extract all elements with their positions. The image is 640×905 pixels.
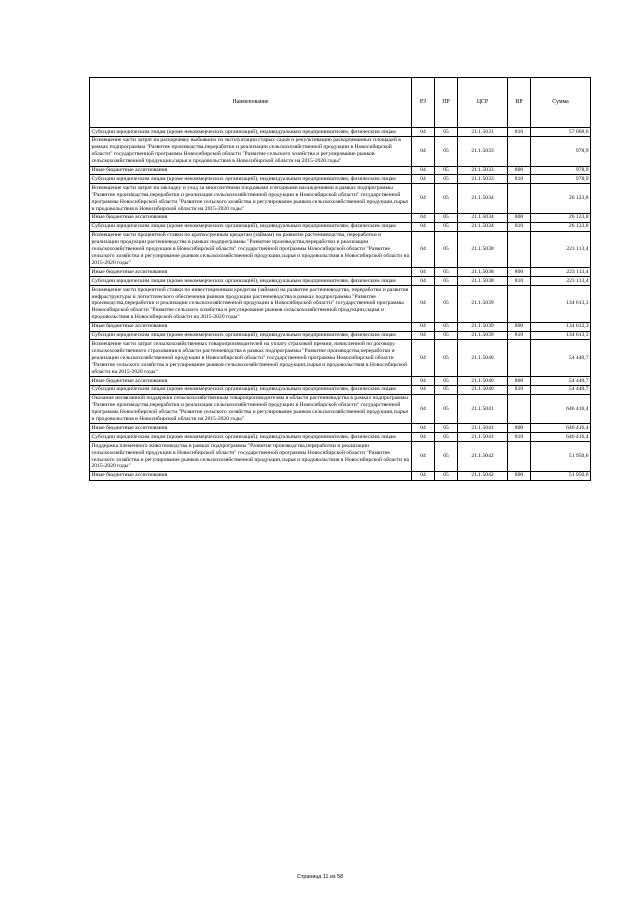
cell-rz: 04: [412, 340, 435, 377]
cell-vr: 810: [508, 331, 531, 340]
cell-csr: 21.1.5041: [458, 394, 508, 424]
cell-name: Иные бюджетные ассигнования: [90, 424, 412, 433]
cell-rz: 04: [412, 424, 435, 433]
cell-name: Иные бюджетные ассигнования: [90, 377, 412, 386]
cell-rz: 04: [412, 136, 435, 166]
cell-vr: 800: [508, 322, 531, 331]
cell-vr: [508, 442, 531, 472]
cell-pr: 05: [435, 471, 458, 480]
cell-rz: 04: [412, 213, 435, 222]
table-row: [90, 322, 591, 331]
cell-vr: 800: [508, 166, 531, 175]
cell-rz: 04: [412, 222, 435, 231]
cell-csr: 21.1.5038: [458, 277, 508, 286]
cell-name: Иные бюджетные ассигнования: [90, 471, 412, 480]
cell-pr: 05: [435, 322, 458, 331]
budget-table: [89, 77, 591, 481]
cell-name: Иные бюджетные ассигнования: [90, 213, 412, 222]
cell-sum: 134 613,3: [531, 286, 591, 323]
cell-csr: 21.1.5038: [458, 268, 508, 277]
cell-vr: [508, 136, 531, 166]
cell-vr: 800: [508, 424, 531, 433]
cell-csr: 21.1.5042: [458, 442, 508, 472]
cell-rz: 04: [412, 184, 435, 214]
cell-vr: 810: [508, 222, 531, 231]
header-sum: Сумма: [531, 78, 591, 128]
table-header-row: [90, 78, 591, 128]
cell-pr: 05: [435, 231, 458, 268]
cell-rz: 04: [412, 322, 435, 331]
cell-sum: 51 950,6: [531, 442, 591, 472]
cell-name: Возмещение части затрат на закладку и уход за многолетними плодовыми и ягодными насаждениями в рамках подпрограммы "Развитие производства,переработки и реализации сельскохозяйственной продукции в Новосибирской области" государственной программы Новосибирской области "Развитие сельского хозяйства и регулирование рынков сельскохозяйственной продукции,сырья и продовольствия в Новосибирской области на 2015-2020 годы": [90, 184, 412, 214]
table-row: [90, 175, 591, 184]
cell-csr: 21.1.5039: [458, 331, 508, 340]
table-body: [90, 128, 591, 481]
table-row: [90, 286, 591, 323]
cell-pr: 05: [435, 442, 458, 472]
cell-sum: 223 113,4: [531, 268, 591, 277]
cell-vr: 810: [508, 128, 531, 137]
cell-name: Субсидии юридическим лицам (кроме некоммерческих организаций), индивидуальным предпринимателям, физическим лицам: [90, 331, 412, 340]
table-row: [90, 471, 591, 480]
cell-rz: 04: [412, 277, 435, 286]
cell-rz: 04: [412, 166, 435, 175]
header-rz: РЗ: [412, 78, 435, 128]
cell-pr: 05: [435, 385, 458, 394]
table-row: [90, 377, 591, 386]
cell-pr: 05: [435, 394, 458, 424]
cell-name: Иные бюджетные ассигнования: [90, 322, 412, 331]
cell-csr: 21.1.5034: [458, 222, 508, 231]
cell-sum: 57 068,6: [531, 128, 591, 137]
cell-name: Оказание несвязанной поддержки сельскохозяйственным товаропроизводителям в области растениеводства в рамках подпрограммы "Развитие производства,переработки и реализации сельскохозяйственной продукции в Новосибирской области" государственной программы Новосибирской области "Развитие сельского хозяйства и регулирование рынков сельскохозяйственной продукции,сырья и продовольствия в Новосибирской области на 2015-2020 годы": [90, 394, 412, 424]
cell-rz: 04: [412, 175, 435, 184]
cell-vr: 810: [508, 433, 531, 442]
cell-rz: 04: [412, 433, 435, 442]
cell-csr: 21.1.5039: [458, 286, 508, 323]
cell-rz: 04: [412, 377, 435, 386]
cell-sum: 223 113,4: [531, 277, 591, 286]
cell-pr: 05: [435, 377, 458, 386]
cell-rz: 04: [412, 128, 435, 137]
cell-rz: 04: [412, 442, 435, 472]
header-name: Наименование: [90, 78, 412, 128]
cell-csr: 21.1.5031: [458, 128, 508, 137]
table-row: [90, 331, 591, 340]
cell-vr: 800: [508, 213, 531, 222]
cell-csr: 21.1.5040: [458, 385, 508, 394]
cell-pr: 05: [435, 184, 458, 214]
cell-rz: 04: [412, 471, 435, 480]
cell-csr: 21.1.5041: [458, 424, 508, 433]
cell-sum: 26 123,8: [531, 184, 591, 214]
cell-vr: [508, 340, 531, 377]
table-row: [90, 394, 591, 424]
cell-sum: 978,9: [531, 166, 591, 175]
cell-name: Возмещение части процентной ставки по краткосрочным кредитам (займам) на развитие растениеводства, переработки и реализации продукции растениеводства в рамках подпрограммы "Развитие производства,переработки и реализации сельскохозяйственной продукции в Новосибирской области" государственной программы Новосибирской области "Развитие сельского хозяйства и регулирование рынков сельскохозяйственной продукции,сырья и продовольствия в Новосибирской области на 2015-2020 годы": [90, 231, 412, 268]
cell-csr: 21.1.5040: [458, 340, 508, 377]
cell-rz: 04: [412, 286, 435, 323]
cell-pr: 05: [435, 433, 458, 442]
cell-name: Возмещение части затрат на раскорчевку выбывших из эксплуатации старых садов и рекультивацию раскорчеванных площадей в рамках подпрограммы "Развитие производства,переработки и реализации сельскохозяйственной продукции в Новосибирской области" государственной программы Новосибирской области "Развитие сельского хозяйства и регулирование рынков сельскохозяйственной продукции,сырья и продовольствия в Новосибирской области на 2015-2020 годы": [90, 136, 412, 166]
cell-name: Субсидии юридическим лицам (кроме некоммерческих организаций), индивидуальным предпринимателям, физическим лицам: [90, 433, 412, 442]
cell-sum: 51 950,6: [531, 471, 591, 480]
cell-pr: 05: [435, 222, 458, 231]
cell-sum: 646 416,4: [531, 394, 591, 424]
cell-vr: [508, 184, 531, 214]
cell-name: Субсидии юридическим лицам (кроме некоммерческих организаций), индивидуальным предпринимателям, физическим лицам: [90, 385, 412, 394]
cell-csr: 21.1.5033: [458, 136, 508, 166]
cell-sum: 26 123,8: [531, 213, 591, 222]
table-row: [90, 340, 591, 377]
table-row: [90, 433, 591, 442]
cell-csr: 21.1.5034: [458, 184, 508, 214]
table-row: [90, 277, 591, 286]
table-row: [90, 136, 591, 166]
cell-sum: 54 440,7: [531, 340, 591, 377]
table-row: [90, 166, 591, 175]
table-row: [90, 128, 591, 137]
cell-pr: 05: [435, 166, 458, 175]
cell-name: Субсидии юридическим лицам (кроме некоммерческих организаций), индивидуальным предпринимателям, физическим лицам: [90, 277, 412, 286]
cell-name: Иные бюджетные ассигнования: [90, 268, 412, 277]
cell-vr: [508, 231, 531, 268]
page-number: Страница 11 из 58: [297, 874, 343, 880]
cell-csr: 21.1.5033: [458, 175, 508, 184]
cell-name: Субсидии юридическим лицам (кроме некоммерческих организаций), индивидуальным предпринимателям, физическим лицам: [90, 128, 412, 137]
header-pr: ПР: [435, 78, 458, 128]
cell-vr: 810: [508, 277, 531, 286]
cell-pr: 05: [435, 286, 458, 323]
cell-vr: [508, 394, 531, 424]
cell-pr: 05: [435, 213, 458, 222]
cell-vr: 800: [508, 471, 531, 480]
cell-csr: 21.1.5042: [458, 471, 508, 480]
cell-sum: 223 113,4: [531, 231, 591, 268]
cell-pr: 05: [435, 340, 458, 377]
table-row: [90, 424, 591, 433]
cell-csr: 21.1.5038: [458, 231, 508, 268]
cell-csr: 21.1.5040: [458, 377, 508, 386]
cell-pr: 05: [435, 277, 458, 286]
cell-csr: 21.1.5034: [458, 213, 508, 222]
header-vr: ВР: [508, 78, 531, 128]
cell-sum: 646 416,4: [531, 433, 591, 442]
cell-pr: 05: [435, 136, 458, 166]
cell-pr: 05: [435, 331, 458, 340]
cell-sum: 646 416,4: [531, 424, 591, 433]
cell-sum: 978,9: [531, 175, 591, 184]
cell-name: Возмещение части затрат сельскохозяйственных товаропроизводителей на уплату страховой премии, начисленной по договору сельскохозяйственного страхования в области растениеводства в рамках подпрограммы "Развитие производства,переработки и реализации сельскохозяйственной продукции в Новосибирской области" государственной программы Новосибирской области "Развитие сельского хозяйства и регулирование рынков сельскохозяйственной продукции,сырья и продовольствия в Новосибирской области на 2015-2020 годы": [90, 340, 412, 377]
cell-name: Возмещение части процентной ставки по инвестиционным кредитам (займам) на развитие растениеводства, переработки и развития инфраструктуры и логистического обеспечения рынков продукции растениеводства в рамках подпрограммы "Развитие производства,переработки и реализации сельскохозяйственной продукции в Новосибирской области" государственной программы Новосибирской области "Развитие сельского хозяйства и регулирование рынков сельскохозяйственной продукции,сырья и продовольствия в Новосибирской области на 2015-2020 годы": [90, 286, 412, 323]
table-row: [90, 231, 591, 268]
cell-vr: 810: [508, 385, 531, 394]
header-csr: ЦСР: [458, 78, 508, 128]
cell-sum: 26 123,8: [531, 222, 591, 231]
cell-csr: 21.1.5039: [458, 322, 508, 331]
cell-pr: 05: [435, 128, 458, 137]
cell-rz: 04: [412, 385, 435, 394]
table-row: [90, 385, 591, 394]
cell-csr: 21.1.5033: [458, 166, 508, 175]
cell-csr: 21.1.5041: [458, 433, 508, 442]
table-row: [90, 184, 591, 214]
cell-sum: 134 613,3: [531, 331, 591, 340]
table-row: [90, 442, 591, 472]
cell-vr: 810: [508, 175, 531, 184]
cell-name: Иные бюджетные ассигнования: [90, 166, 412, 175]
cell-sum: 54 440,7: [531, 385, 591, 394]
cell-rz: 04: [412, 268, 435, 277]
cell-name: Поддержка племенного животноводства в рамках подпрограммы "Развитие производства,переработки и реализации сельскохозяйственной продукции в Новосибирской области" государственной программы Новосибирской области "Развитие сельского хозяйства и регулирование рынков сельскохозяйственной продукции,сырья и продовольствия в Новосибирской области на 2015-2020 годы": [90, 442, 412, 472]
cell-sum: 134 613,3: [531, 322, 591, 331]
cell-vr: 800: [508, 268, 531, 277]
cell-pr: 05: [435, 424, 458, 433]
cell-sum: 978,9: [531, 136, 591, 166]
cell-rz: 04: [412, 331, 435, 340]
table-row: [90, 268, 591, 277]
cell-vr: [508, 286, 531, 323]
table-row: [90, 222, 591, 231]
table-row: [90, 213, 591, 222]
cell-pr: 05: [435, 175, 458, 184]
cell-vr: 800: [508, 377, 531, 386]
cell-pr: 05: [435, 268, 458, 277]
cell-rz: 04: [412, 231, 435, 268]
cell-name: Субсидии юридическим лицам (кроме некоммерческих организаций), индивидуальным предпринимателям, физическим лицам: [90, 175, 412, 184]
cell-name: Субсидии юридическим лицам (кроме некоммерческих организаций), индивидуальным предпринимателям, физическим лицам: [90, 222, 412, 231]
cell-sum: 54 440,7: [531, 377, 591, 386]
cell-rz: 04: [412, 394, 435, 424]
